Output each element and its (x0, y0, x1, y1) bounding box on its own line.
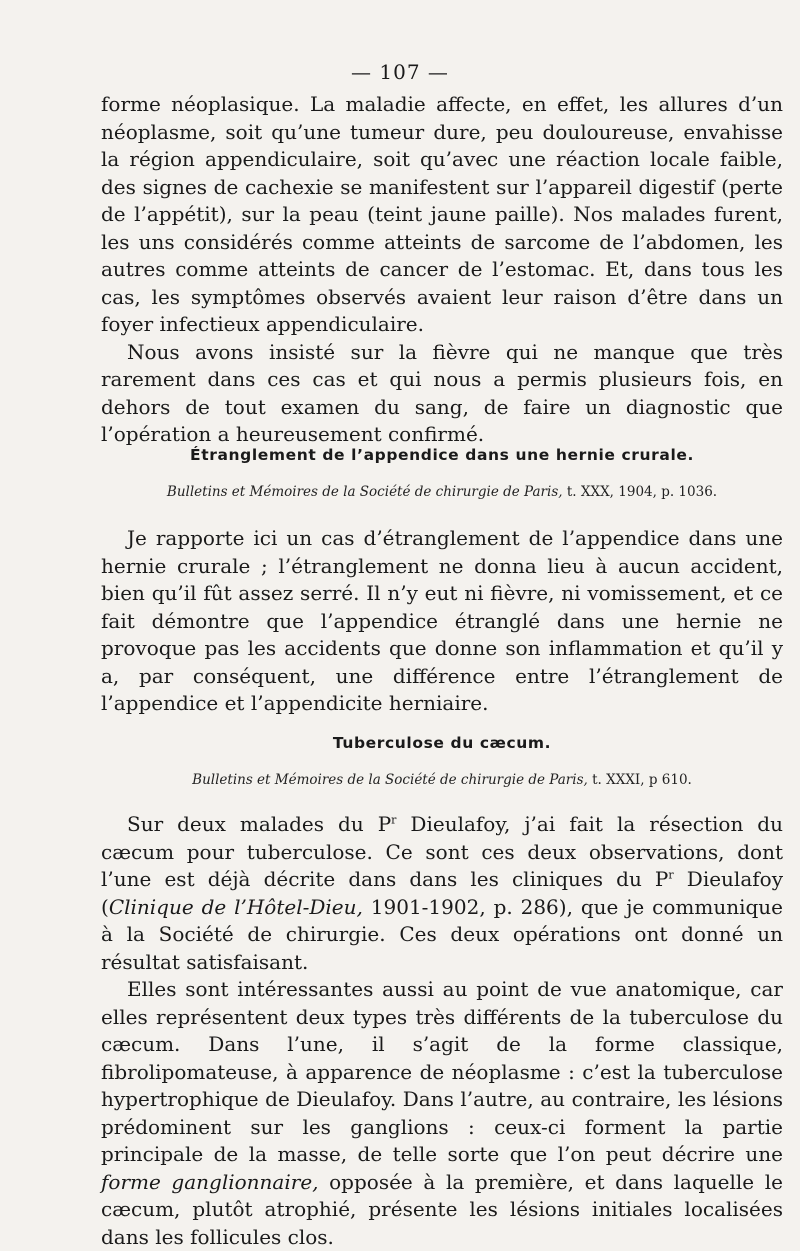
section-2-reference (101, 772, 783, 788)
section-2-header (101, 734, 783, 752)
intro-paragraph: forme néoplasique. La maladie affecte, en effet, les allures d’un néoplasme, soit qu’une tumeur dure, peu douloureuse, envahisse la région appendiculaire, soit qu’avec une réaction locale faible, des signes de cachexie se manifestent sur l’appareil digestif (perte de l’appétit), sur la peau (teint jaune paille). Nos malades furent, les uns considérés comme atteints de sarcome de l’abdomen, les autres comme atteints de cancer de l’estomac. Et, dans tous les cas, les symptômes observés avaient leur raison d’être dans un foyer infectieux appendiculaire. (101, 92, 783, 336)
section-paragraph: Je rapporte ici un cas d’étranglement de l’appendice dans une hernie crurale ; l’étranglement ne donna lieu à aucun accident, bien qu’il fût assez serré. Il n’y eut ni fièvre, ni vomissement, et ce fait démontre que l’appendice étranglé dans une hernie ne provoque pas les accidents que donne son inflammation et qu’il y a, par conséquent, une différence entre l’étranglement de l’appendice et l’appendicite herniaire. (101, 526, 783, 715)
section-title: Étranglement de l’appendice dans une hernie crurale. (190, 446, 694, 464)
superscript: r (391, 813, 397, 827)
reference-volume: t. XXX, 1904, p. 1036. (566, 484, 718, 500)
section-1-text (101, 525, 783, 718)
section-1-reference (101, 484, 783, 500)
superscript: r (668, 868, 674, 882)
bibliographic-reference (101, 484, 783, 500)
reference-journal: Bulletins et Mémoires de la Société de chirurgie de Paris, (166, 484, 563, 500)
section-title: Tuberculose du cæcum. (332, 734, 552, 752)
reference-volume: t. XXXI, p 610. (592, 772, 692, 788)
italic-term: forme ganglionnaire, (101, 1169, 319, 1194)
reference-journal: Bulletins et Mémoires de la Société de chirurgie de Paris, (192, 772, 588, 788)
page-number: — 107 — (351, 60, 449, 84)
bibliographic-reference (101, 772, 783, 788)
section-paragraph: Elles sont intéressantes aussi au point de vue anatomique, car elles représentent deux types très différents de la tuberculose du cæcum. Dans l’une, il s’agit de la forme classique, fibrolipomateuse, à apparence de néoplasme : c’est la tuberculose hypertrophique de Dieulafoy. Dans l’autre, au contraire, les lésions prédominent sur les ganglions : ceux-ci forment la partie principale de la masse, de telle sorte que l’on peut décrire une forme ganglionnaire, opposée à la première, et dans laquelle le cæcum, plutôt atrophié, présente les lésions initiales localisées dans les follicules clos. (101, 977, 783, 1249)
italic-title: Clinique de l’Hôtel-Dieu, (108, 894, 363, 919)
section-1-header (101, 446, 783, 464)
intro-text (101, 91, 783, 449)
section-paragraph: Sur deux malades du $P^r$ Dieulafoy, j’ai fait la résection du cæcum pour tuberculose. Ce sont ces deux observations, dont l’une est déjà décrite dans dans les cliniques du $P^r$ Dieulafoy (Clinique de l’Hôtel-Dieu, 1901-1902, p. 286), que je communique à la Société de chirurgie. Ces deux opérations ont donné un résultat satisfaisant. (101, 812, 783, 974)
intro-paragraph: Nous avons insisté sur la fièvre qui ne manque que très rarement dans ces cas et qui nous a permis plusieurs fois, en dehors de tout examen du sang, de faire un diagnostic que l’opération a heureusement confirmé. (101, 339, 783, 446)
section-2-text (101, 811, 783, 1251)
